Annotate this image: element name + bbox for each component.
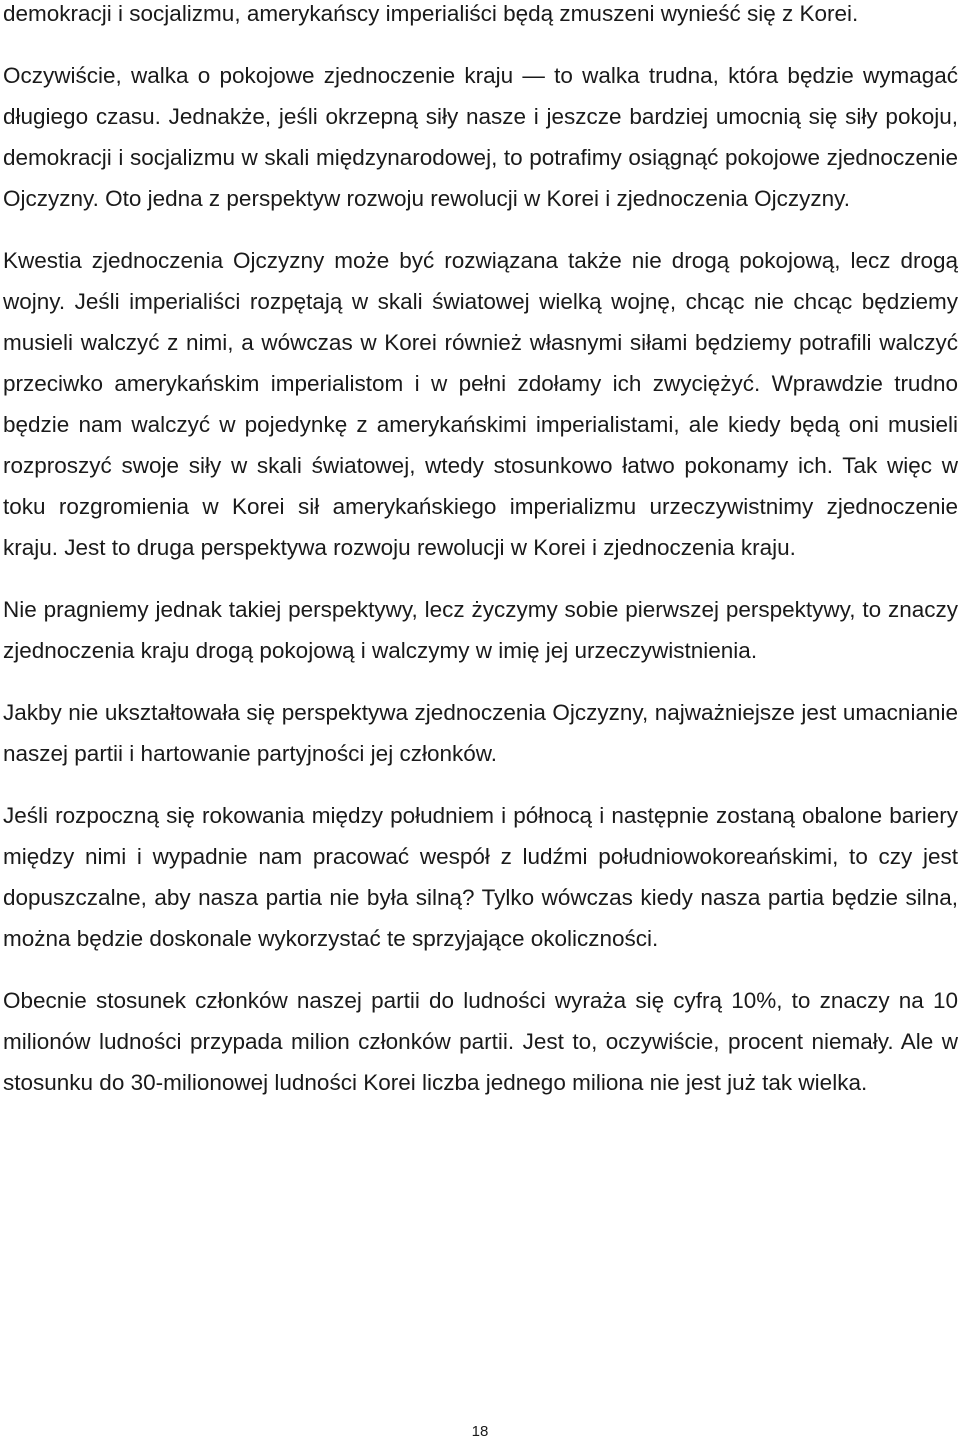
paragraph-5: Jakby nie ukształtowała się perspektywa zjednoczenia Ojczyzny, najważniejsze jest umacnianie naszej partii i hartowanie partyjności jej członków. [3,700,958,766]
paragraph-2: Oczywiście, walka o pokojowe zjednoczenie kraju — to walka trudna, która będzie wymagać długiego czasu. Jednakże, jeśli okrzepną siły nasze i jeszcze bardziej umocnią się siły pokoju, demokracji i socjalizmu w skali międzynarodowej, to potrafimy osiągnąć pokojowe zjednoczenie Ojczyzny. Oto jedna z perspektyw rozwoju rewolucji w Korei i zjednoczenia Ojczyzny. [3,63,958,211]
paragraph-3: Kwestia zjednoczenia Ojczyzny może być rozwiązana także nie drogą pokojową, lecz drogą wojny. Jeśli imperialiści rozpętają w skali światowej wielką wojnę, chcąc nie chcąc będziemy musieli walczyć z nimi, a wówczas w Korei również własnymi siłami będziemy potrafili walczyć przeciwko amerykańskim imperialistom i w pełni zdołamy ich zwyciężyć. Wprawdzie trudno będzie nam walczyć w pojedynkę z amerykańskimi imperialistami, ale kiedy będą oni musieli rozproszyć swoje siły w skali światowej, wtedy stosunkowo łatwo pokonamy ich. Tak więc w toku rozgromienia w Korei sił amerykańskiego imperializmu urzeczywistnimy zjednoczenie kraju. Jest to druga perspektywa rozwoju rewolucji w Korei i zjednoczenia kraju. [3,248,958,560]
document-page [3,0,958,1124]
paragraph-6: Jeśli rozpoczną się rokowania między południem i północą i następnie zostaną obalone bariery między nimi i wypadnie nam pracować wespół z ludźmi południowokoreańskimi, to czy jest dopuszczalne, aby nasza partia nie była silną? Tylko wówczas kiedy nasza partia będzie silna, można będzie doskonale wykorzystać te sprzyjające okoliczności. [3,803,958,951]
paragraph-7: Obecnie stosunek członków naszej partii do ludności wyraża się cyfrą 10%, to znaczy na 10 milionów ludności przypada milion członków partii. Jest to, oczywiście, procent niemały. Ale w stosunku do 30-milionowej ludności Korei liczba jednego miliona nie jest już tak wielka. [3,988,958,1095]
paragraph-1: demokracji i socjalizmu, amerykańscy imperialiści będą zmuszeni wynieść się z Korei. [3,1,859,26]
paragraph-4: Nie pragniemy jednak takiej perspektywy, lecz życzymy sobie pierwszej perspektywy, to znaczy zjednoczenia kraju drogą pokojową i walczymy w imię jej urzeczywistnienia. [3,597,958,663]
page-number: 18 [471,1423,489,1440]
